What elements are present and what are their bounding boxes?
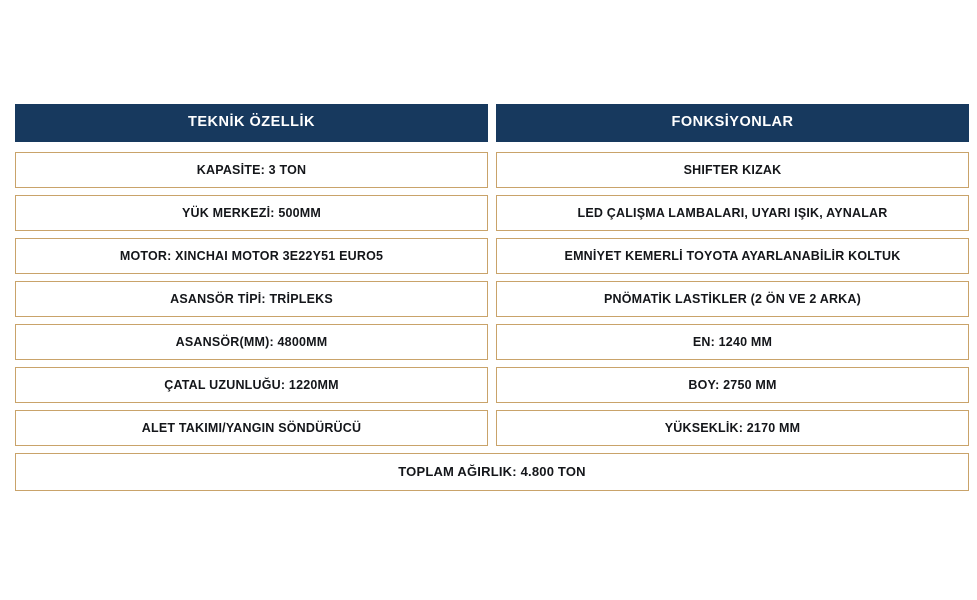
table-row: EMNİYET KEMERLİ TOYOTA AYARLANABİLİR KOLTUK — [496, 238, 969, 274]
table-row: KAPASİTE: 3 TON — [15, 152, 488, 188]
column-header-functions: FONKSİYONLAR — [496, 104, 969, 142]
header-spacer — [15, 142, 488, 152]
spec-columns — [15, 104, 969, 446]
header-spacer — [496, 142, 969, 152]
column-header-technical: TEKNİK ÖZELLİK — [15, 104, 488, 142]
table-row: MOTOR: XINCHAI MOTOR 3E22Y51 EURO5 — [15, 238, 488, 274]
spec-table — [15, 104, 969, 491]
table-row: SHIFTER KIZAK — [496, 152, 969, 188]
table-row: ASANSÖR TİPİ: TRİPLEKS — [15, 281, 488, 317]
table-row: BOY: 2750 MM — [496, 367, 969, 403]
table-row: LED ÇALIŞMA LAMBALARI, UYARI IŞIK, AYNALAR — [496, 195, 969, 231]
table-row: PNÖMATİK LASTİKLER (2 ÖN VE 2 ARKA) — [496, 281, 969, 317]
spec-column-technical — [15, 104, 488, 446]
table-row: ALET TAKIMI/YANGIN SÖNDÜRÜCÜ — [15, 410, 488, 446]
spec-column-functions — [496, 104, 969, 446]
table-row: YÜKSEKLİK: 2170 MM — [496, 410, 969, 446]
table-row: EN: 1240 MM — [496, 324, 969, 360]
total-weight-row — [15, 453, 969, 491]
table-row: ÇATAL UZUNLUĞU: 1220MM — [15, 367, 488, 403]
table-row-total-weight: TOPLAM AĞIRLIK: 4.800 TON — [15, 453, 969, 491]
table-row: YÜK MERKEZİ: 500MM — [15, 195, 488, 231]
table-row: ASANSÖR(MM): 4800MM — [15, 324, 488, 360]
